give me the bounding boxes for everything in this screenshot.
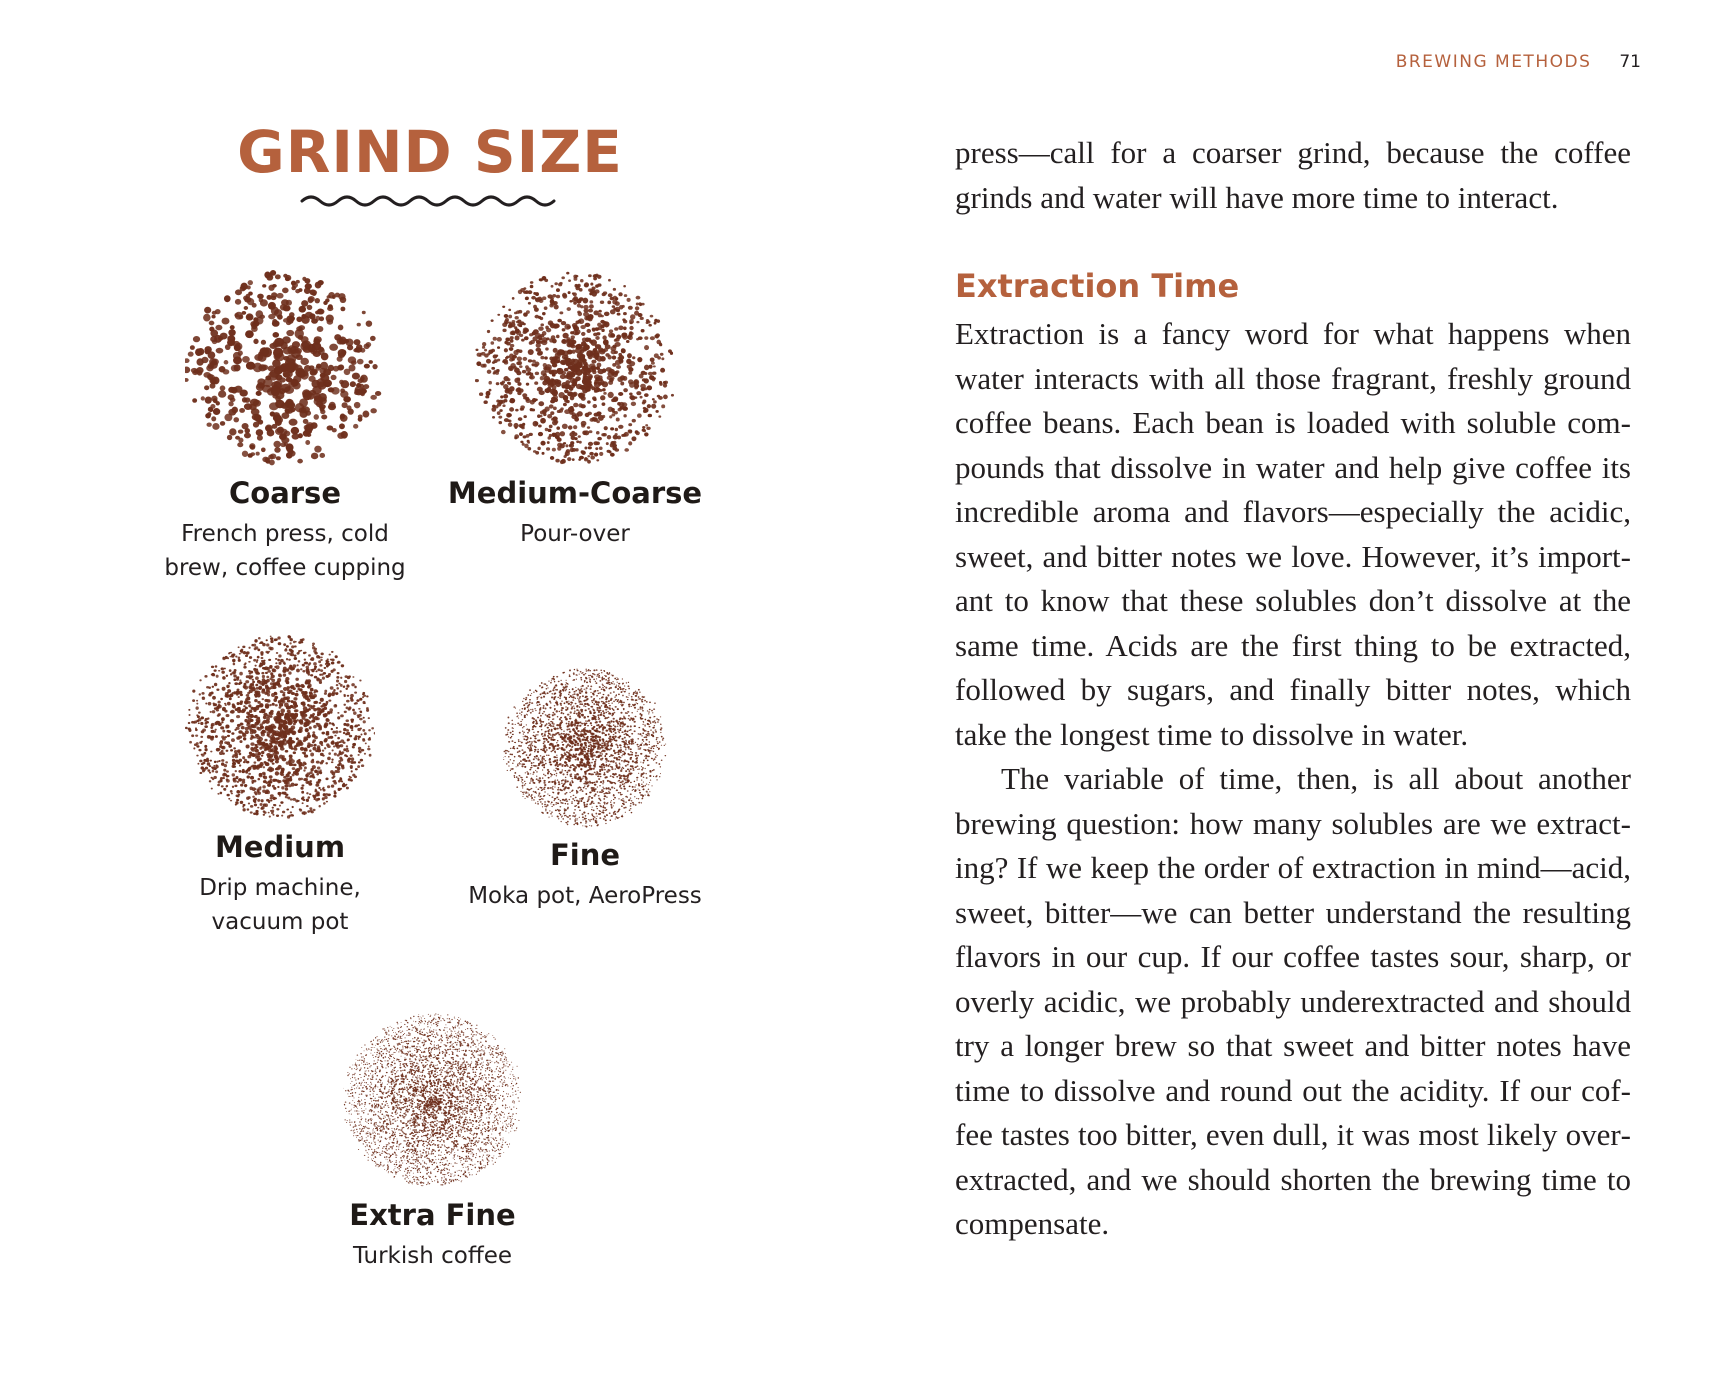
grind-medium xyxy=(145,632,415,939)
grind-extra-fine xyxy=(300,1010,565,1273)
medium-coarse-grounds-illustration xyxy=(475,268,675,468)
medium-grounds-illustration xyxy=(185,632,375,822)
running-head-section: BREWING METHODS xyxy=(1395,52,1592,72)
grind-name-extra-fine: Extra Fine xyxy=(349,1198,516,1232)
grind-uses-coarse: French press, cold brew, coffee cupping xyxy=(164,520,406,581)
coarse-grounds-illustration xyxy=(185,268,385,468)
grind-uses-medium: Drip machine, vacuum pot xyxy=(199,874,361,935)
paragraph: Extraction is a fancy word for what happens when water interacts with all those fragrant, freshly ground coffee beans. Each bean is loaded with soluble compounds that dissolve in water and help give coffee its incredible aroma and flavors—especially the acidic, sweet, and bitter notes we love. However, it’s important to know that these solubles don’t dissolve at the same time. Acids are the first thing to be extracted, followed by sugars, and finally bitter notes, which take the longest time to dissolve in water. xyxy=(955,316,1631,752)
fine-grounds-illustration xyxy=(503,665,668,830)
grind-medium-coarse xyxy=(445,268,705,551)
subheading-extraction-time: Extraction Time xyxy=(955,267,1240,305)
grind-uses-medium-coarse: Pour-over xyxy=(520,520,630,547)
grind-uses-extra-fine: Turkish coffee xyxy=(352,1242,513,1269)
extra-fine-grounds-illustration xyxy=(343,1010,523,1190)
page-number: 71 xyxy=(1619,52,1641,72)
squiggle-divider xyxy=(300,192,562,210)
grind-uses-fine: Moka pot, AeroPress xyxy=(468,882,702,909)
grind-name-medium: Medium xyxy=(214,830,346,864)
paragraph: The variable of time, then, is all about another brewing question: how many solubles are we extracting? If we keep the order of extraction in mind—acid, sweet, bitter—we can better understand the resulting flavors in our cup. If our coffee tastes sour, sharp, or overly acidic, we probably underextracted and should try a longer brew so that sweet and bitter notes have time to dissolve and round out the acidity. If our coffee tastes too bitter, even dull, it was most likely overextracted, and we should shorten the brewing time to compensate. xyxy=(955,761,1631,1241)
grind-name-medium-coarse: Medium-Coarse xyxy=(447,476,703,510)
running-head xyxy=(1396,52,1641,72)
grind-name-coarse: Coarse xyxy=(228,476,341,510)
body-text xyxy=(955,131,1631,1247)
infographic-title: GRIND SIZE xyxy=(237,118,623,186)
grind-name-fine: Fine xyxy=(549,838,621,872)
grind-fine xyxy=(445,665,725,913)
continued-paragraph: press—call for a coarser grind, because the coffee grinds and water will have more time to interact. xyxy=(955,135,1631,215)
grind-coarse xyxy=(150,268,420,585)
